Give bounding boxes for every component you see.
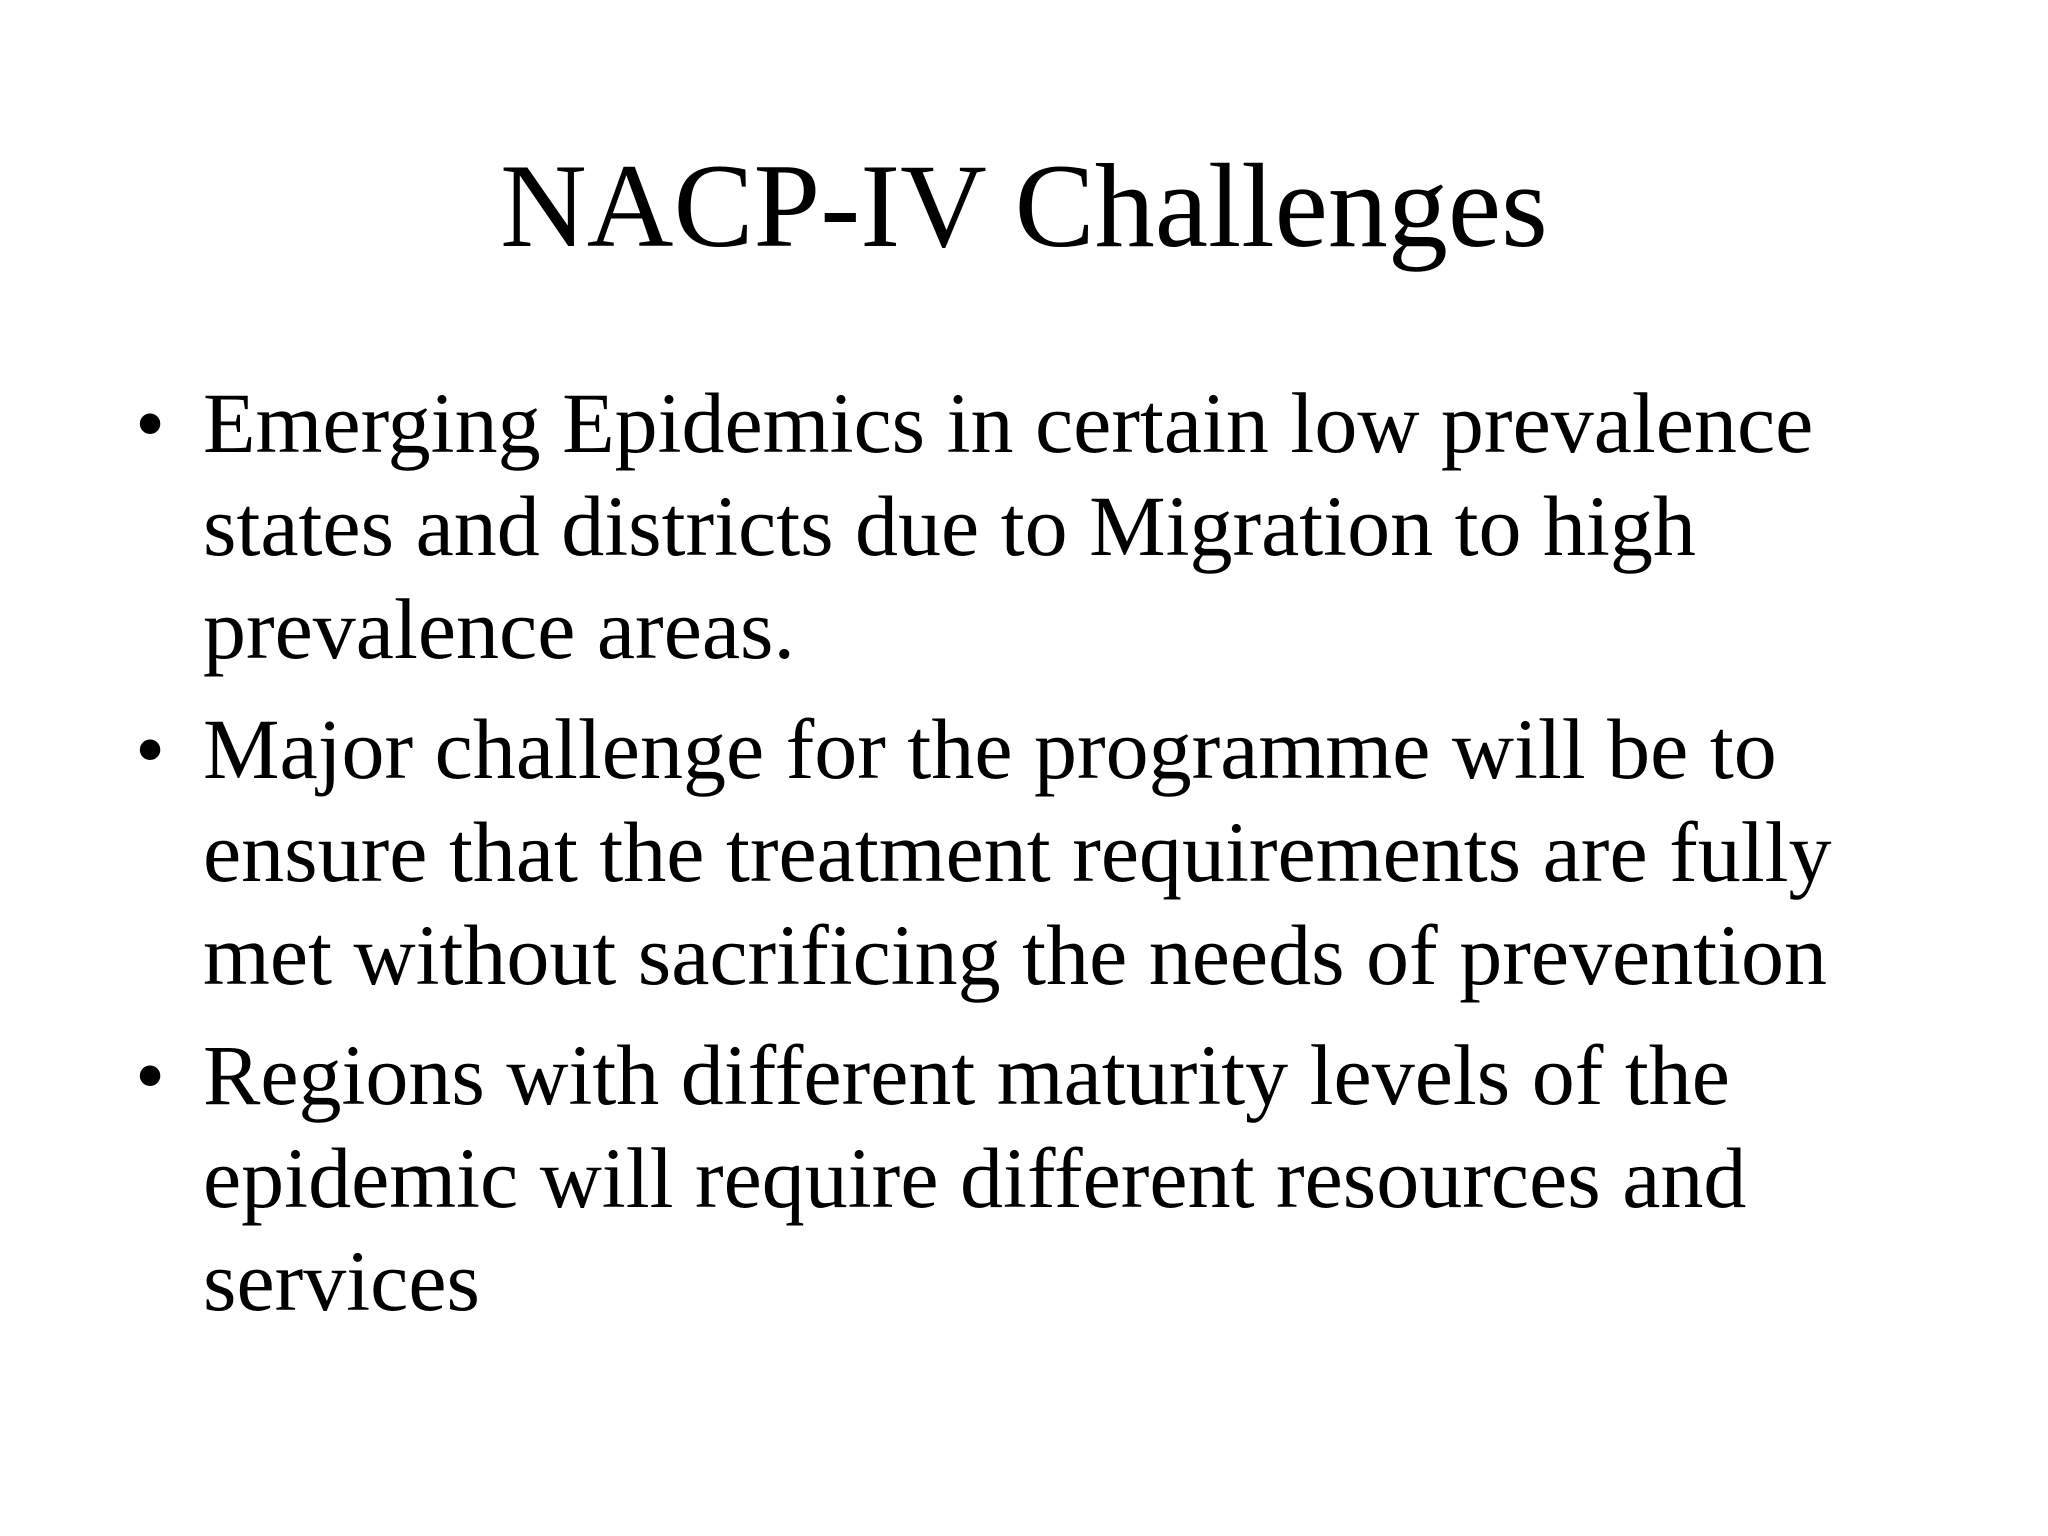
bullet-item — [120, 372, 2020, 681]
bullet-line: Major challenge for the programme will be to — [203, 701, 1777, 797]
bullet-item — [120, 1024, 2020, 1333]
bullet-line: services — [203, 1233, 480, 1329]
bullet-icon: • — [134, 375, 166, 471]
bullet-line: epidemic will require different resources and — [203, 1130, 1747, 1226]
bullet-list — [120, 372, 2020, 1350]
bullet-icon: • — [134, 1027, 166, 1123]
bullet-icon: • — [134, 701, 166, 797]
bullet-item — [120, 698, 2020, 1007]
bullet-line: met without sacrificing the needs of prevention — [203, 907, 1827, 1003]
bullet-line: prevalence areas. — [203, 581, 796, 677]
slide-title: NACP-IV Challenges — [500, 139, 1548, 272]
bullet-line: states and districts due to Migration to high — [203, 478, 1696, 574]
bullet-line: ensure that the treatment requirements are fully — [203, 804, 1832, 900]
bullet-line: Regions with different maturity levels of the — [203, 1027, 1730, 1123]
bullet-line: Emerging Epidemics in certain low prevalence — [203, 375, 1814, 471]
